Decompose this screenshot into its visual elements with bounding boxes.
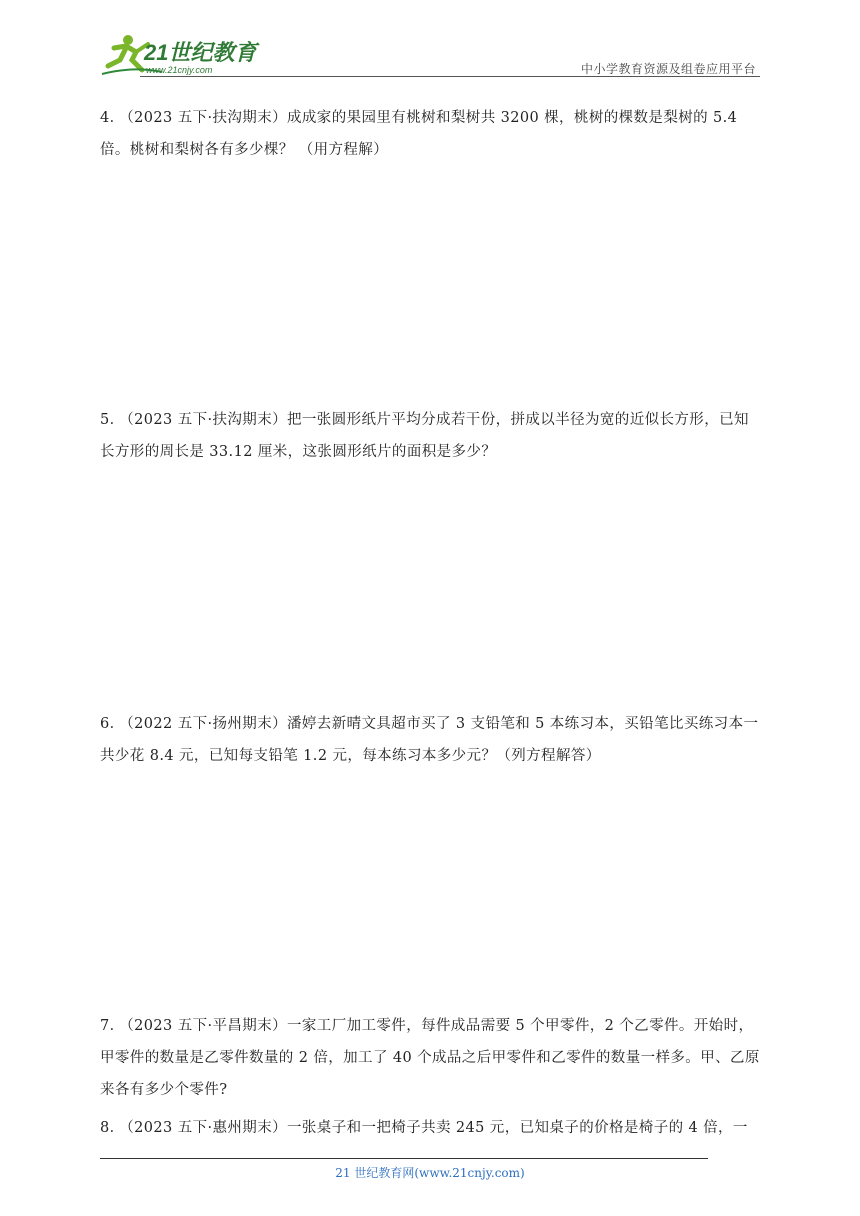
question-text: （2023 五下·扶沟期末）把一张圆形纸片平均分成若干份，拼成以半径为宽的近似长方形，已知长方形的周长是 33.12 厘米，这张圆形纸片的面积是多少？ xyxy=(100,412,749,460)
platform-label: 中小学教育资源及组卷应用平台 xyxy=(580,62,756,76)
page-header xyxy=(92,30,760,80)
question-number: 4． xyxy=(100,110,125,126)
question-6 xyxy=(100,708,762,772)
question-number: 7． xyxy=(100,1018,125,1034)
question-text: （2023 五下·平昌期末）一家工厂加工零件，每件成品需要 5 个甲零件，2 个乙零件。开始时，甲零件的数量是乙零件数量的 2 倍，加工了 40 个成品之后甲零件和乙零件的数量一样多。甲、乙原来各有多少个零件? xyxy=(100,1018,760,1098)
question-text: （2022 五下·扬州期末）潘婷去新晴文具超市买了 3 支铅笔和 5 本练习本，买铅笔比买练习本一共少花 8.4 元，已知每支铅笔 1.2 元，每本练习本多少元？（列方程解答） xyxy=(100,716,759,764)
21cnjy-logo xyxy=(92,30,267,78)
question-number: 8． xyxy=(100,1120,125,1136)
question-number: 6． xyxy=(100,716,125,732)
question-5 xyxy=(100,404,762,468)
question-8 xyxy=(100,1112,762,1144)
question-7 xyxy=(100,1010,762,1106)
question-text: （2023 五下·扶沟期末）成成家的果园里有桃树和梨树共 3200 棵，桃树的棵数是梨树的 5.4 倍。桃树和梨树各有多少棵？ （用方程解） xyxy=(100,110,738,158)
svg-text:21世纪教育: 21世纪教育 xyxy=(144,40,257,65)
question-4 xyxy=(100,102,762,166)
question-number: 5． xyxy=(100,412,125,428)
footer-divider xyxy=(100,1158,708,1159)
question-text: （2023 五下·惠州期末）一张桌子和一把椅子共卖 245 元，已知桌子的价格是椅子的 4 倍，一 xyxy=(126,1120,748,1136)
page-footer: 21 世纪教育网(www.21cnjy.com) xyxy=(335,1166,525,1180)
svg-text:www.21cnjy.com: www.21cnjy.com xyxy=(146,65,213,75)
